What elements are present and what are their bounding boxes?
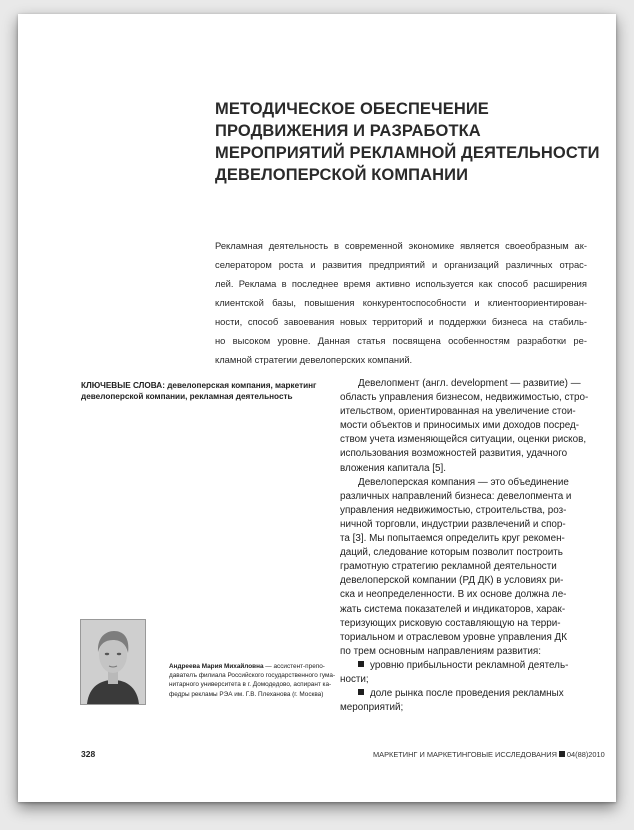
body-line: различных направлений бизнеса: девелопмента и (340, 490, 572, 502)
author-bio (169, 662, 339, 699)
body-line: мости объектов и приносимых ими доходов посред- (340, 420, 580, 432)
page-number: 328 (81, 749, 96, 759)
body-line: по трем основным направлениям развития: (340, 645, 542, 657)
title-line: МЕРОПРИЯТИЙ РЕКЛАМНОЙ ДЕЯТЕЛЬНОСТИ (215, 144, 600, 162)
bullet-text: доле рынка после проведения рекламных (370, 688, 564, 700)
journal-issue: 04(88)2010 (566, 750, 605, 759)
abstract-line: ности, способ завоевания новых территорий и поддержки бизнеса на стабиль- (215, 316, 587, 327)
bullet-square-icon (358, 689, 364, 695)
abstract-line: но высоком уровне. Данная статья посвящена особенностям разработки ре- (215, 335, 587, 346)
abstract-line: селератором роста и развития предприятий и организаций различных отрас- (215, 259, 587, 270)
body-line: ством учета изменяющейся ситуации, оценки рисков, (340, 434, 587, 446)
body-line: вложения капитала [5]. (340, 462, 446, 474)
body-line: Девелопмент (англ. development — развитие) — (358, 378, 581, 389)
journal-name: МАРКЕТИНГ И МАРКЕТИНГОВЫЕ ИССЛЕДОВАНИЯ (373, 750, 557, 759)
bullet-item (340, 659, 603, 673)
author-bio-line: нитарного университета в г. Домодедово, аспирант ка- (169, 681, 332, 689)
body-line: жать система показателей и индикаторов, харак- (340, 603, 566, 615)
author-bio-line: давателъ филиала Российского государственного гума- (169, 672, 336, 680)
body-line: ничной торговли, индустрии развлечений и спор- (340, 518, 566, 530)
author-bio-line: федры рекламы РЭА им. Г.В. Плеханова (г. Москва) (169, 690, 324, 698)
title-line: ПРОДВИЖЕНИЯ И РАЗРАБОТКА (215, 122, 481, 140)
body-line: грамотную стратегию рекламной деятельности (340, 561, 557, 573)
article-title (215, 98, 605, 186)
abstract-line: клиентской базы, повышения конкурентоспособности и клиентоориентирован- (215, 297, 587, 308)
body-line: управления недвижимостью, строительства, роз- (340, 504, 567, 516)
document-page (18, 14, 616, 802)
body-line: ительством, ориентированная на увеличение стои- (340, 406, 576, 418)
abstract-line: лей. Реклама в последнее время активно используется как способ расширения (215, 278, 587, 289)
body-line: теризующих рисковую составляющую на терри- (340, 617, 561, 629)
author-bio-line (169, 662, 339, 671)
body-line: та [3]. Мы попытаемся определить круг рекомен- (340, 533, 565, 545)
keywords-line: КЛЮЧЕВЫЕ СЛОВА: девелоперская компания, маркетинг (81, 381, 317, 390)
author-role: — ассистент-препо- (263, 663, 325, 670)
body-line: ска и неопределенности. В их основе должна ле- (340, 589, 567, 601)
keywords (81, 380, 321, 402)
bullet-item (340, 687, 603, 701)
body-line: даций, следование которым позволит построить (340, 547, 563, 559)
bullet-text: уровню прибыльности рекламной деятель- (370, 659, 569, 671)
square-separator-icon (559, 751, 565, 757)
abstract-line: Рекламная деятельность в современной экономике является своеобразным ак- (215, 240, 587, 251)
journal-footer (373, 750, 605, 759)
body-line: девелоперской компании (РД ДК) в условиях ри- (340, 575, 564, 587)
body-line: использования возможностей развития, удачного (340, 448, 568, 460)
body-line: ториальном и отраслевом уровне управления ДК (340, 631, 567, 643)
bullet-square-icon (358, 661, 364, 667)
author-name: Андреева Мария Михайловна (169, 663, 264, 670)
bullet-continuation: мероприятий; (340, 702, 404, 714)
abstract-line: кламной стратегии девелоперских компаний. (215, 354, 413, 365)
author-photo (80, 619, 146, 705)
article-body (340, 377, 603, 715)
title-line: МЕТОДИЧЕСКОЕ ОБЕСПЕЧЕНИЕ (215, 100, 489, 118)
title-line: ДЕВЕЛОПЕРСКОЙ КОМПАНИИ (215, 166, 469, 184)
keywords-line: девелоперской компании, рекламная деятельность (81, 392, 293, 401)
body-line: область управления бизнесом, недвижимостью, стро- (340, 392, 589, 404)
bullet-continuation: ности; (340, 673, 369, 685)
body-line: Девелоперская компания — это объединение (358, 476, 569, 488)
author-portrait-icon (81, 620, 145, 704)
abstract (215, 236, 587, 369)
